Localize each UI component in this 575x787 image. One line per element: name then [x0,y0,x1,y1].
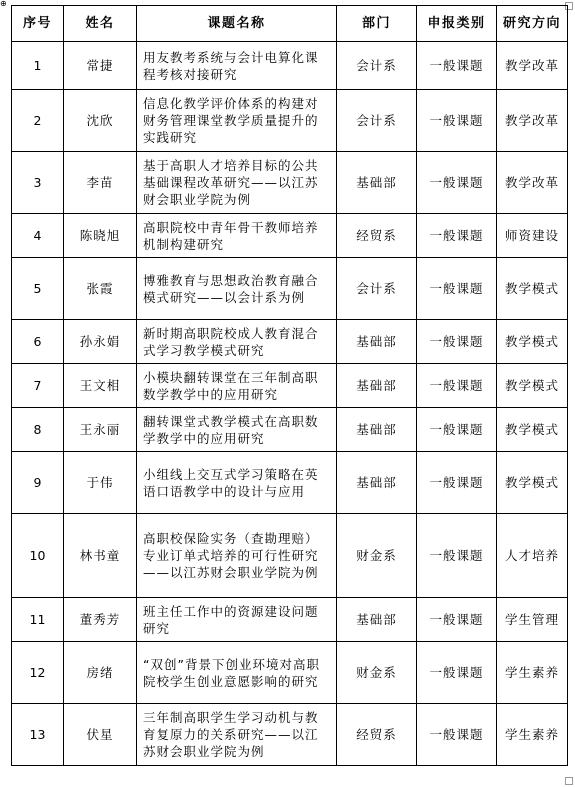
header-dept: 部门 [337,6,417,42]
row-name: 伏星 [64,704,137,766]
row-dept: 财金系 [337,514,417,598]
table-header-row [12,6,568,42]
row-dept: 经贸系 [337,214,417,258]
table-row [12,408,568,452]
row-direction: 学生素养 [497,642,568,704]
row-name: 常捷 [64,42,137,90]
row-direction: 师资建设 [497,214,568,258]
row-seq: 8 [12,408,64,452]
table-row [12,258,568,320]
row-title: 高职院校中青年骨干教师培养机制构建研究 [137,214,337,258]
header-category: 申报类别 [417,6,497,42]
row-seq: 5 [12,258,64,320]
row-direction: 学生管理 [497,598,568,642]
row-category: 一般课题 [417,598,497,642]
row-name: 董秀芳 [64,598,137,642]
header-name: 姓名 [64,6,137,42]
row-dept: 基础部 [337,598,417,642]
table-row [12,452,568,514]
row-title: 博雅教育与思想政治教育融合模式研究——以会计系为例 [137,258,337,320]
row-direction: 教学模式 [497,320,568,364]
row-dept: 基础部 [337,452,417,514]
row-category: 一般课题 [417,364,497,408]
row-title: 班主任工作中的资源建设问题研究 [137,598,337,642]
table-anchor-icon[interactable]: ⊕ [0,0,7,8]
row-title: 信息化教学评价体系的构建对财务管理课堂教学质量提升的实践研究 [137,90,337,152]
row-seq: 7 [12,364,64,408]
row-direction: 教学改革 [497,42,568,90]
row-direction: 教学模式 [497,452,568,514]
table-row [12,642,568,704]
table-row [12,320,568,364]
row-seq: 11 [12,598,64,642]
table-row [12,42,568,90]
row-title: 三年制高职学生学习动机与教育复原力的关系研究——以江苏财会职业学院为例 [137,704,337,766]
table-row [12,598,568,642]
row-direction: 教学改革 [497,152,568,214]
row-name: 房绪 [64,642,137,704]
row-dept: 基础部 [337,408,417,452]
row-direction: 教学模式 [497,364,568,408]
row-seq: 2 [12,90,64,152]
row-name: 张霞 [64,258,137,320]
row-dept: 财金系 [337,642,417,704]
row-seq: 1 [12,42,64,90]
row-name: 王文相 [64,364,137,408]
row-seq: 9 [12,452,64,514]
row-category: 一般课题 [417,704,497,766]
row-title: 翻转课堂式教学模式在高职数学教学中的应用研究 [137,408,337,452]
row-name: 于伟 [64,452,137,514]
resize-handle-bottom-right[interactable] [565,777,573,785]
table-row [12,90,568,152]
row-direction: 教学模式 [497,258,568,320]
table-row [12,364,568,408]
row-category: 一般课题 [417,514,497,598]
row-category: 一般课题 [417,320,497,364]
row-dept: 基础部 [337,364,417,408]
row-direction: 教学模式 [497,408,568,452]
header-title: 课题名称 [137,6,337,42]
row-dept: 会计系 [337,90,417,152]
row-seq: 4 [12,214,64,258]
row-seq: 3 [12,152,64,214]
row-title: 小模块翻转课堂在三年制高职数学教学中的应用研究 [137,364,337,408]
project-list-table [11,5,568,766]
table-row [12,152,568,214]
row-category: 一般课题 [417,152,497,214]
row-title: 新时期高职院校成人教育混合式学习教学模式研究 [137,320,337,364]
row-category: 一般课题 [417,90,497,152]
header-direction: 研究方向 [497,6,568,42]
row-dept: 基础部 [337,152,417,214]
row-seq: 6 [12,320,64,364]
row-category: 一般课题 [417,642,497,704]
row-name: 王永丽 [64,408,137,452]
table-row [12,214,568,258]
row-category: 一般课题 [417,258,497,320]
row-title: 小组线上交互式学习策略在英语口语教学中的设计与应用 [137,452,337,514]
row-name: 陈晓旭 [64,214,137,258]
row-category: 一般课题 [417,452,497,514]
row-title: 用友教考系统与会计电算化课程考核对接研究 [137,42,337,90]
row-category: 一般课题 [417,42,497,90]
row-name: 林书童 [64,514,137,598]
row-category: 一般课题 [417,408,497,452]
row-direction: 学生素养 [497,704,568,766]
row-category: 一般课题 [417,214,497,258]
row-seq: 10 [12,514,64,598]
row-name: 孙永娟 [64,320,137,364]
table-row [12,704,568,766]
table-row [12,514,568,598]
row-title: 高职校保险实务（查勘理赔）专业订单式培养的可行性研究——以江苏财会职业学院为例 [137,514,337,598]
header-seq: 序号 [12,6,64,42]
row-dept: 基础部 [337,320,417,364]
row-name: 沈欣 [64,90,137,152]
row-direction: 教学改革 [497,90,568,152]
row-dept: 会计系 [337,42,417,90]
row-seq: 13 [12,704,64,766]
row-title: 基于高职人才培养目标的公共基础课程改革研究——以江苏财会职业学院为例 [137,152,337,214]
row-name: 李苗 [64,152,137,214]
row-dept: 会计系 [337,258,417,320]
row-direction: 人才培养 [497,514,568,598]
row-dept: 经贸系 [337,704,417,766]
row-title: “双创”背景下创业环境对高职院校学生创业意愿影响的研究 [137,642,337,704]
row-seq: 12 [12,642,64,704]
